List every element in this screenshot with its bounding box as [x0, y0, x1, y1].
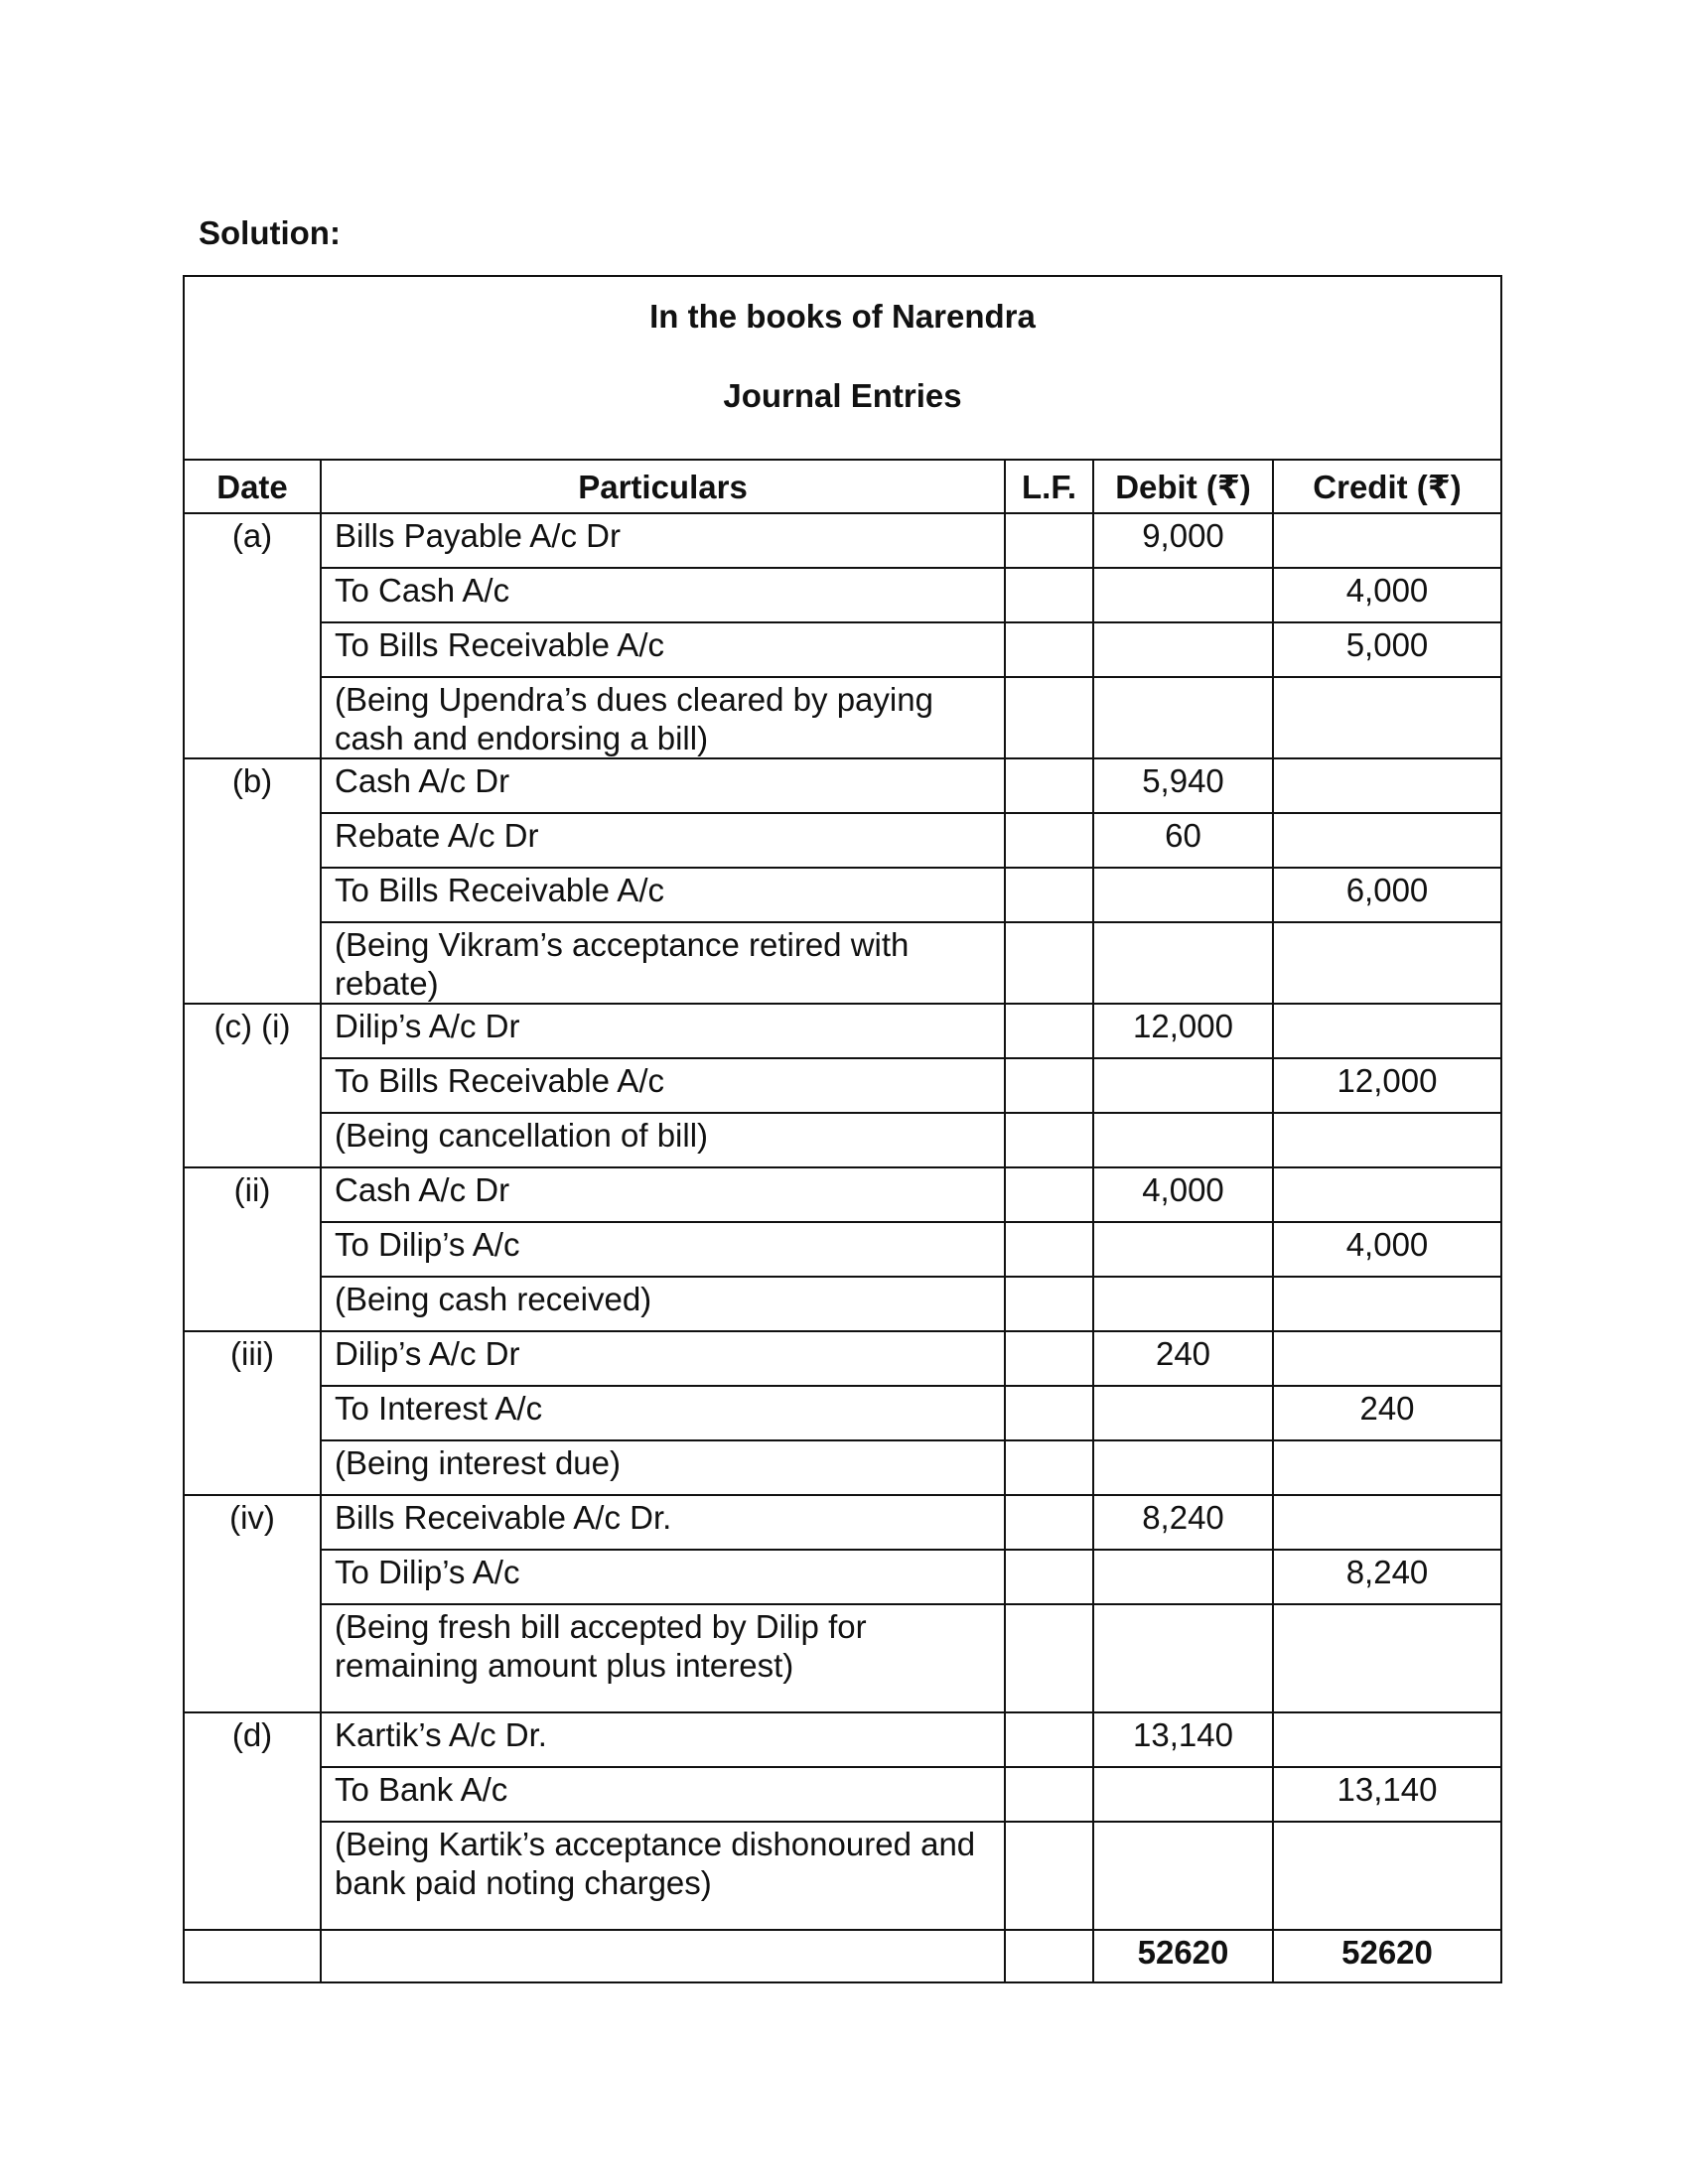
credit-cell — [1273, 1495, 1501, 1550]
narration-cell: (Being cash received) — [321, 1277, 1005, 1331]
lf-cell — [1005, 1277, 1093, 1331]
credit-cell: 5,000 — [1273, 622, 1501, 677]
debit-cell: 60 — [1093, 813, 1273, 868]
credit-cell: 4,000 — [1273, 568, 1501, 622]
table-row — [184, 1440, 1501, 1495]
journal-table — [183, 275, 1502, 1983]
entry-date: (b) — [184, 758, 321, 1004]
lf-cell — [1005, 1550, 1093, 1604]
total-credit: 52620 — [1273, 1930, 1501, 1982]
table-row — [184, 1058, 1501, 1113]
table-row — [184, 868, 1501, 922]
debit-cell — [1093, 622, 1273, 677]
lf-cell — [1005, 1004, 1093, 1058]
debit-cell — [1093, 568, 1273, 622]
debit-cell — [1093, 1822, 1273, 1930]
column-header-credit: Credit (₹) — [1273, 460, 1501, 513]
credit-cell: 13,140 — [1273, 1767, 1501, 1822]
table-row — [184, 758, 1501, 813]
entry-date: (a) — [184, 513, 321, 758]
particulars-cell: Dilip’s A/c Dr — [321, 1331, 1005, 1386]
lf-cell — [1005, 758, 1093, 813]
totals-particulars-cell — [321, 1930, 1005, 1982]
table-row — [184, 1222, 1501, 1277]
debit-cell — [1093, 1058, 1273, 1113]
particulars-cell: Cash A/c Dr — [321, 758, 1005, 813]
lf-cell — [1005, 1331, 1093, 1386]
particulars-cell: Rebate A/c Dr — [321, 813, 1005, 868]
narration-cell: (Being Upendra’s dues cleared by paying cash and endorsing a bill) — [321, 677, 1005, 758]
column-header-debit: Debit (₹) — [1093, 460, 1273, 513]
total-debit: 52620 — [1093, 1930, 1273, 1982]
table-row — [184, 1712, 1501, 1767]
debit-cell: 12,000 — [1093, 1004, 1273, 1058]
narration-cell: (Being Vikram’s acceptance retired with rebate) — [321, 922, 1005, 1004]
journal-entries-title: Journal Entries — [723, 377, 962, 414]
table-row — [184, 1767, 1501, 1822]
particulars-cell: To Interest A/c — [321, 1386, 1005, 1440]
lf-cell — [1005, 1712, 1093, 1767]
totals-row — [184, 1930, 1501, 1982]
table-row — [184, 1167, 1501, 1222]
entry-date: (c) (i) — [184, 1004, 321, 1167]
narration-cell: (Being fresh bill accepted by Dilip for remaining amount plus interest) — [321, 1604, 1005, 1712]
lf-cell — [1005, 868, 1093, 922]
table-row — [184, 813, 1501, 868]
particulars-cell: To Bills Receivable A/c — [321, 868, 1005, 922]
credit-cell — [1273, 1167, 1501, 1222]
particulars-cell: To Bank A/c — [321, 1767, 1005, 1822]
lf-cell — [1005, 813, 1093, 868]
lf-cell — [1005, 622, 1093, 677]
table-row — [184, 922, 1501, 1004]
entry-date: (iii) — [184, 1331, 321, 1495]
lf-cell — [1005, 1822, 1093, 1930]
credit-cell — [1273, 1113, 1501, 1167]
credit-cell — [1273, 1331, 1501, 1386]
column-header-particulars: Particulars — [321, 460, 1005, 513]
debit-cell — [1093, 1277, 1273, 1331]
particulars-cell: To Dilip’s A/c — [321, 1222, 1005, 1277]
lf-cell — [1005, 1386, 1093, 1440]
lf-cell — [1005, 1495, 1093, 1550]
debit-cell — [1093, 1386, 1273, 1440]
lf-cell — [1005, 1058, 1093, 1113]
debit-cell — [1093, 1113, 1273, 1167]
table-caption — [184, 276, 1501, 460]
lf-cell — [1005, 1604, 1093, 1712]
table-row — [184, 1822, 1501, 1930]
column-header-lf: L.F. — [1005, 460, 1093, 513]
totals-date-cell — [184, 1930, 321, 1982]
lf-cell — [1005, 568, 1093, 622]
narration-cell: (Being Kartik’s acceptance dishonoured and bank paid noting charges) — [321, 1822, 1005, 1930]
table-row — [184, 513, 1501, 568]
debit-cell: 4,000 — [1093, 1167, 1273, 1222]
credit-cell — [1273, 1712, 1501, 1767]
particulars-cell: Bills Payable A/c Dr — [321, 513, 1005, 568]
narration-cell: (Being interest due) — [321, 1440, 1005, 1495]
lf-cell — [1005, 677, 1093, 758]
debit-cell: 9,000 — [1093, 513, 1273, 568]
particulars-cell: Bills Receivable A/c Dr. — [321, 1495, 1005, 1550]
particulars-cell: To Dilip’s A/c — [321, 1550, 1005, 1604]
credit-cell — [1273, 758, 1501, 813]
particulars-cell: To Bills Receivable A/c — [321, 622, 1005, 677]
credit-cell — [1273, 1277, 1501, 1331]
narration-cell: (Being cancellation of bill) — [321, 1113, 1005, 1167]
particulars-cell: Dilip’s A/c Dr — [321, 1004, 1005, 1058]
table-row — [184, 1113, 1501, 1167]
credit-cell — [1273, 1440, 1501, 1495]
lf-cell — [1005, 1440, 1093, 1495]
debit-cell — [1093, 868, 1273, 922]
debit-cell: 13,140 — [1093, 1712, 1273, 1767]
particulars-cell: To Cash A/c — [321, 568, 1005, 622]
debit-cell — [1093, 1604, 1273, 1712]
debit-cell — [1093, 1440, 1273, 1495]
credit-cell — [1273, 677, 1501, 758]
credit-cell — [1273, 922, 1501, 1004]
table-row — [184, 1004, 1501, 1058]
debit-cell — [1093, 1222, 1273, 1277]
credit-cell: 6,000 — [1273, 868, 1501, 922]
credit-cell — [1273, 813, 1501, 868]
column-header-row — [184, 460, 1501, 513]
table-row — [184, 622, 1501, 677]
debit-cell — [1093, 677, 1273, 758]
particulars-cell: To Bills Receivable A/c — [321, 1058, 1005, 1113]
entry-date: (ii) — [184, 1167, 321, 1331]
page-heading: Solution: — [199, 214, 341, 251]
table-row — [184, 1495, 1501, 1550]
lf-cell — [1005, 1113, 1093, 1167]
credit-cell — [1273, 1004, 1501, 1058]
books-of-title: In the books of Narendra — [649, 298, 1036, 335]
debit-cell — [1093, 1550, 1273, 1604]
debit-cell — [1093, 1767, 1273, 1822]
debit-cell: 240 — [1093, 1331, 1273, 1386]
table-row — [184, 1604, 1501, 1712]
lf-cell — [1005, 513, 1093, 568]
table-row — [184, 1331, 1501, 1386]
table-row — [184, 568, 1501, 622]
table-row — [184, 1277, 1501, 1331]
credit-cell: 240 — [1273, 1386, 1501, 1440]
credit-cell — [1273, 513, 1501, 568]
table-row — [184, 677, 1501, 758]
entry-date: (iv) — [184, 1495, 321, 1712]
table-row — [184, 1386, 1501, 1440]
lf-cell — [1005, 1767, 1093, 1822]
table-row — [184, 1550, 1501, 1604]
entry-date: (d) — [184, 1712, 321, 1930]
lf-cell — [1005, 1167, 1093, 1222]
lf-cell — [1005, 922, 1093, 1004]
credit-cell — [1273, 1604, 1501, 1712]
lf-cell — [1005, 1222, 1093, 1277]
credit-cell: 4,000 — [1273, 1222, 1501, 1277]
lf-cell — [1005, 1930, 1093, 1982]
debit-cell: 8,240 — [1093, 1495, 1273, 1550]
debit-cell — [1093, 922, 1273, 1004]
particulars-cell: Cash A/c Dr — [321, 1167, 1005, 1222]
particulars-cell: Kartik’s A/c Dr. — [321, 1712, 1005, 1767]
column-header-date: Date — [184, 460, 321, 513]
credit-cell — [1273, 1822, 1501, 1930]
debit-cell: 5,940 — [1093, 758, 1273, 813]
credit-cell: 8,240 — [1273, 1550, 1501, 1604]
credit-cell: 12,000 — [1273, 1058, 1501, 1113]
